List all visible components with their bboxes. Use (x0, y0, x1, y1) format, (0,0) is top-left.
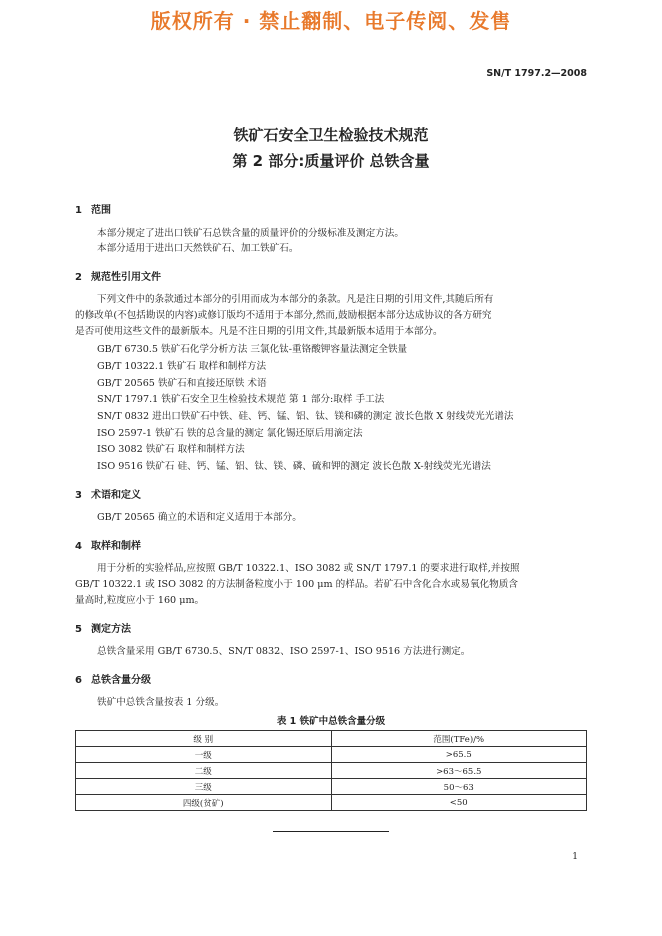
section-heading: 1 范围 (75, 205, 111, 216)
paragraph: 是否可使用这些文件的最新版本。凡是不注日期的引用文件,其最新版本适用于本部分。 (75, 326, 443, 337)
standard-number: SN/T 1797.2—2008 (486, 68, 587, 79)
table-header-cell: 级 别 (76, 731, 332, 747)
table-cell: 四级(贫矿) (76, 795, 332, 811)
paragraph: 本部分规定了进出口铁矿石总铁含量的质量评价的分级标准及测定方法。 (97, 228, 404, 239)
paragraph: GB/T 10322.1 或 ISO 3082 的方法制备粒度小于 100 μm 的样品。若矿石中含化合水或易氧化物质含 (75, 579, 518, 590)
table-row (76, 795, 587, 811)
paragraph: 下列文件中的条款通过本部分的引用而成为本部分的条款。凡是注日期的引用文件,其随后所有 (97, 294, 494, 305)
reference-item: ISO 3082 铁矿石 取样和制样方法 (97, 444, 245, 455)
paragraph: 铁矿中总铁含量按表 1 分级。 (97, 697, 225, 708)
paragraph: 总铁含量采用 GB/T 6730.5、SN/T 0832、ISO 2597-1、ISO 9516 方法进行测定。 (97, 646, 471, 657)
table-cell: <50 (331, 795, 587, 811)
table-cell: >63～65.5 (331, 763, 587, 779)
reference-item: GB/T 10322.1 铁矿石 取样和制样方法 (97, 361, 267, 372)
table-cell: 50～63 (331, 779, 587, 795)
paragraph: 量高时,粒度应小于 160 μm。 (75, 595, 205, 606)
doc-subtitle: 第 2 部分:质量评价 总铁含量 (232, 152, 430, 170)
paragraph: 本部分适用于进出口天然铁矿石、加工铁矿石。 (97, 243, 299, 254)
paragraph: 用于分析的实验样品,应按照 GB/T 10322.1、ISO 3082 或 SN/T 1797.1 的要求进行取样,并按照 (97, 563, 520, 574)
reference-item: GB/T 20565 铁矿石和直接还原铁 术语 (97, 378, 267, 389)
reference-item: SN/T 1797.1 铁矿石安全卫生检验技术规范 第 1 部分:取样 手工法 (97, 394, 385, 405)
end-rule (273, 831, 389, 832)
table-cell: 三级 (76, 779, 332, 795)
page-number: 1 (572, 852, 578, 862)
table-cell: 二级 (76, 763, 332, 779)
section-heading: 3 术语和定义 (75, 490, 141, 501)
reference-item: ISO 9516 铁矿石 硅、钙、锰、铝、钛、镁、磷、硫和钾的测定 波长色散 X-射线荧光光谱法 (97, 461, 491, 472)
reference-item: ISO 2597-1 铁矿石 铁的总含量的测定 氯化锡还原后用滴定法 (97, 428, 363, 439)
table-header-cell: 范围(TFe)/% (331, 731, 587, 747)
table-header-row (76, 731, 587, 747)
section-heading: 6 总铁含量分级 (75, 675, 151, 686)
table-row (76, 763, 587, 779)
watermark-banner: 版权所有 · 禁止翻制、电子传阅、发售 (150, 9, 512, 33)
grade-table (75, 730, 587, 811)
table-cell: 一级 (76, 747, 332, 763)
table-row (76, 747, 587, 763)
paragraph: GB/T 20565 确立的术语和定义适用于本部分。 (97, 512, 302, 523)
section-heading: 5 测定方法 (75, 624, 131, 635)
reference-item: GB/T 6730.5 铁矿石化学分析方法 三氯化钛-重铬酸钾容量法测定全铁量 (97, 344, 408, 355)
doc-title: 铁矿石安全卫生检验技术规范 (233, 126, 429, 144)
paragraph: 的修改单(不包括勘误的内容)或修订版均不适用于本部分,然而,鼓励根据本部分达成协议的各方研究 (75, 310, 492, 321)
table-cell: >65.5 (331, 747, 587, 763)
table-caption: 表 1 铁矿中总铁含量分级 (276, 716, 386, 727)
reference-item: SN/T 0832 进出口铁矿石中铁、硅、钙、锰、铝、钛、镁和磷的测定 波长色散 X 射线荧光光谱法 (97, 411, 514, 422)
section-heading: 2 规范性引用文件 (75, 272, 161, 283)
section-heading: 4 取样和制样 (75, 541, 141, 552)
table-row (76, 779, 587, 795)
